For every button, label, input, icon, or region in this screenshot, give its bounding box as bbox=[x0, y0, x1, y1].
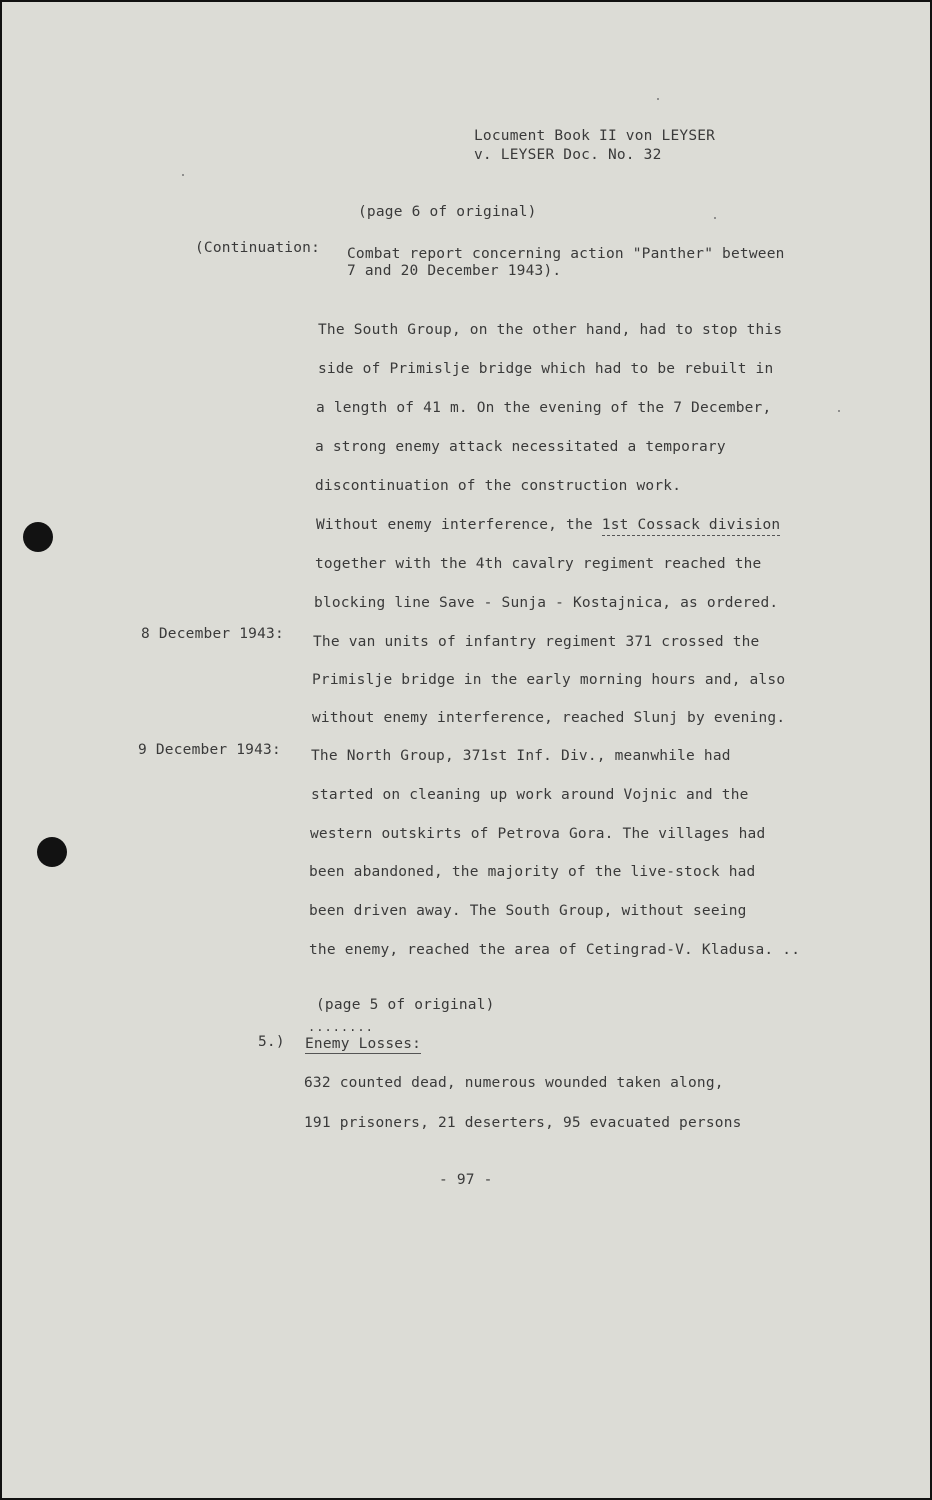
continuation-text-1: Combat report concerning action "Panther" between bbox=[347, 246, 785, 262]
body-line: western outskirts of Petrova Gora. The villages had bbox=[310, 826, 766, 842]
doc-header-line-2: v. LEYSER Doc. No. 32 bbox=[474, 147, 662, 163]
body-text: Without enemy interference, the bbox=[316, 517, 602, 533]
body-line: The van units of infantry regiment 371 crossed the bbox=[313, 634, 760, 650]
page-marker-bottom: (page 5 of original) bbox=[316, 997, 495, 1013]
body-line: Primislje bridge in the early morning hours and, also bbox=[312, 672, 786, 688]
body-line: been driven away. The South Group, without seeing bbox=[309, 903, 747, 919]
body-line: a strong enemy attack necessitated a temporary bbox=[315, 439, 726, 455]
continuation-label: (Continuation: bbox=[195, 240, 321, 256]
underlined-unit-name: 1st Cossack division bbox=[602, 517, 781, 536]
paper-speck bbox=[838, 410, 840, 412]
doc-header-line-1: Locument Book II von LEYSER bbox=[474, 128, 716, 144]
page-number: - 97 - bbox=[439, 1172, 493, 1188]
section-dots: ........ bbox=[308, 1020, 374, 1034]
body-line: the enemy, reached the area of Cetingrad-V. Kladusa. .. bbox=[309, 942, 801, 958]
section-number: 5.) bbox=[258, 1034, 285, 1050]
paper-speck bbox=[657, 98, 659, 100]
body-line: blocking line Save - Sunja - Kostajnica, as ordered. bbox=[314, 595, 779, 611]
body-line: 632 counted dead, numerous wounded taken along, bbox=[304, 1075, 724, 1091]
date-label: 9 December 1943: bbox=[138, 742, 281, 758]
body-line: been abandoned, the majority of the live-stock had bbox=[309, 864, 756, 880]
paper-speck bbox=[714, 217, 716, 219]
body-line: a length of 41 m. On the evening of the 7 December, bbox=[316, 400, 772, 416]
punch-hole-lower bbox=[37, 837, 67, 867]
body-line: side of Primislje bridge which had to be rebuilt in bbox=[318, 361, 774, 377]
body-line bbox=[316, 517, 780, 533]
page-marker-top: (page 6 of original) bbox=[358, 204, 537, 220]
body-line: together with the 4th cavalry regiment reached the bbox=[315, 556, 762, 572]
body-line: The South Group, on the other hand, had to stop this bbox=[318, 322, 783, 338]
body-line: 191 prisoners, 21 deserters, 95 evacuated persons bbox=[304, 1115, 742, 1131]
body-line: The North Group, 371st Inf. Div., meanwhile had bbox=[311, 748, 731, 764]
body-line: without enemy interference, reached Slunj by evening. bbox=[312, 710, 786, 726]
paper-speck bbox=[182, 174, 184, 176]
section-heading bbox=[305, 1036, 421, 1052]
body-line: started on cleaning up work around Vojnic and the bbox=[311, 787, 749, 803]
section-heading-text: Enemy Losses: bbox=[305, 1036, 422, 1052]
body-line: discontinuation of the construction work. bbox=[315, 478, 682, 494]
continuation-text-2: 7 and 20 December 1943). bbox=[347, 263, 562, 279]
punch-hole-upper bbox=[23, 522, 53, 552]
date-label: 8 December 1943: bbox=[141, 626, 284, 642]
